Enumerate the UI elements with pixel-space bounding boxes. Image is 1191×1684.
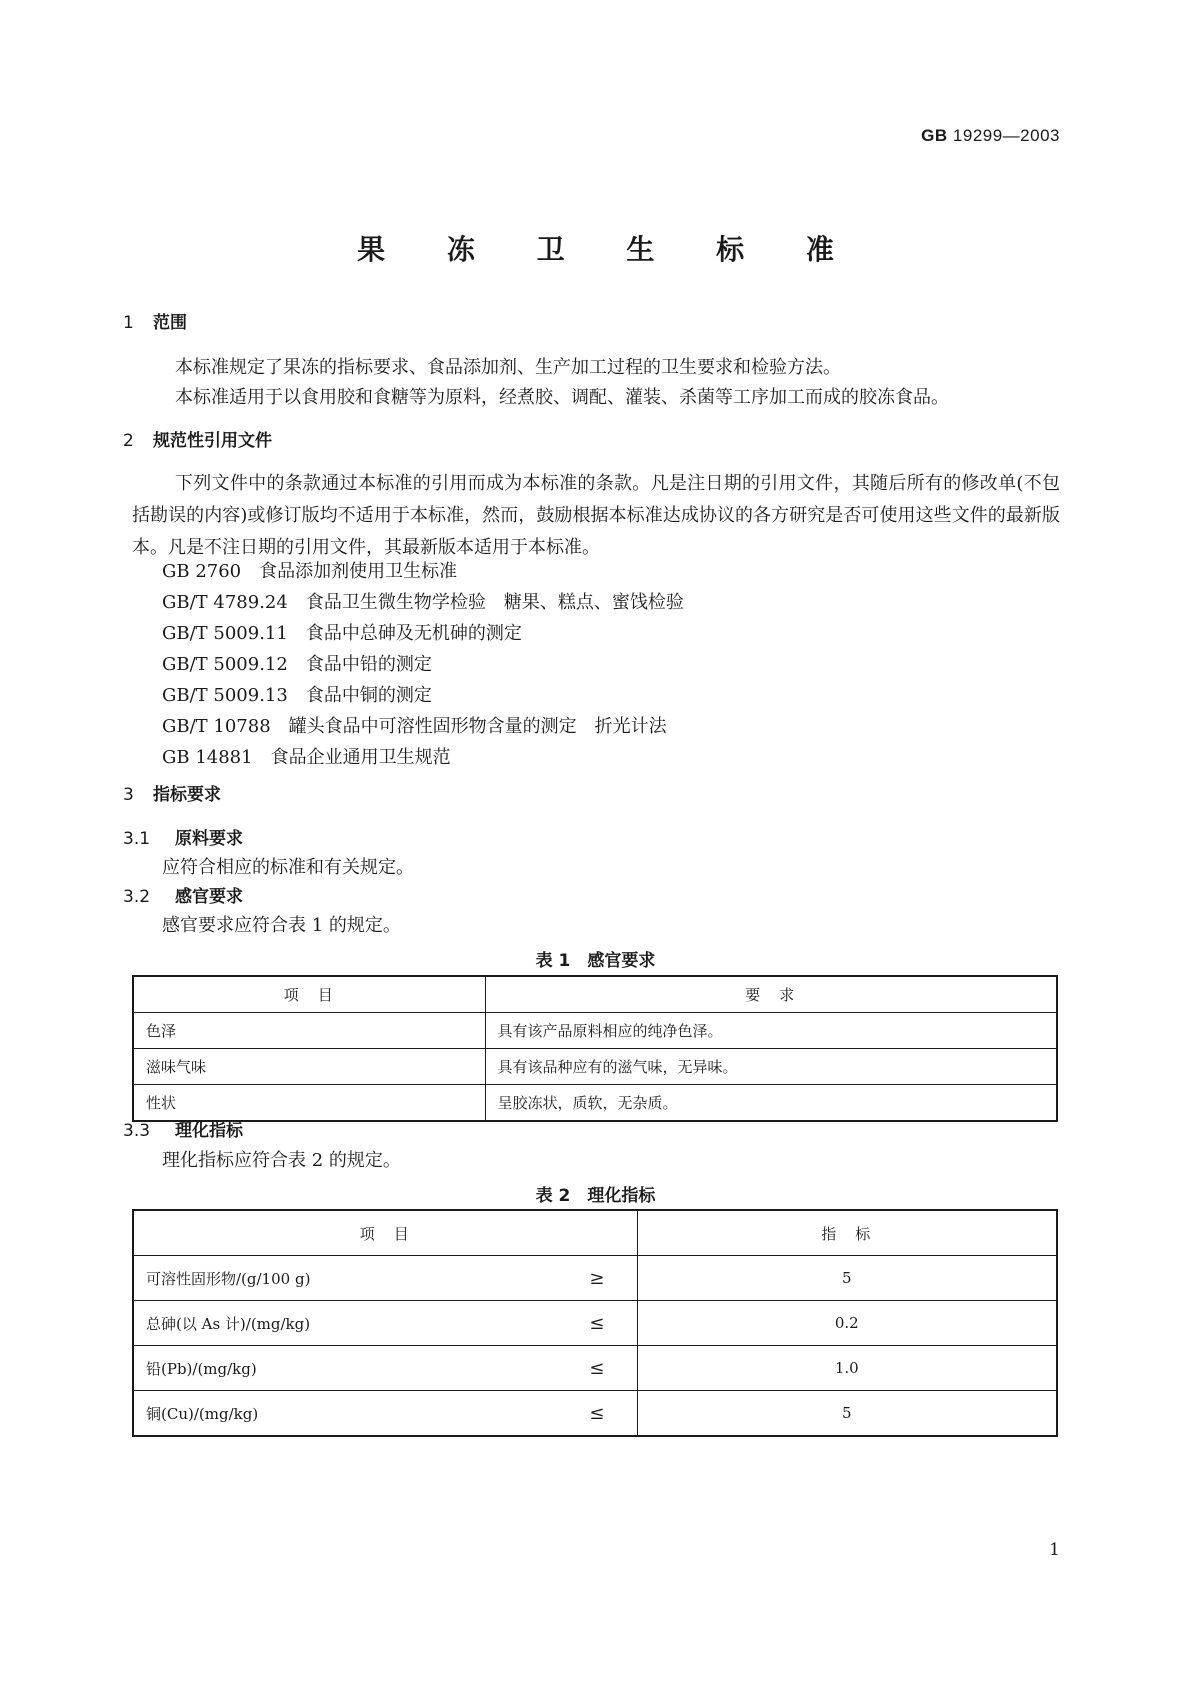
table-cell: 滋味气味 — [133, 1049, 485, 1085]
table-cell: 5 — [637, 1256, 1057, 1301]
section-1-paragraph-1: 本标准规定了果冻的指标要求、食品添加剂、生产加工过程的卫生要求和检验方法。 — [175, 357, 841, 378]
physicochemical-indicators-table — [132, 1209, 1058, 1437]
reference-item: GB/T 10788 罐头食品中可溶性固形物含量的测定 折光计法 — [162, 716, 667, 737]
section-title: 范围 — [153, 313, 187, 333]
item-label: 可溶性固形物/(g/100 g) — [146, 1269, 311, 1288]
section-number: 3 — [123, 785, 134, 805]
table-cell: 具有该产品原料相应的纯净色泽。 — [485, 1013, 1057, 1049]
table-row — [133, 1256, 1057, 1301]
table-cell — [133, 1391, 637, 1437]
page-number: 1 — [1049, 1540, 1060, 1560]
section-number: 3.2 — [123, 887, 151, 907]
sensory-requirements-table — [132, 975, 1058, 1122]
table-cell: 1.0 — [637, 1346, 1057, 1391]
table-cell — [133, 1301, 637, 1346]
table-header-row — [133, 976, 1057, 1013]
column-header: 指 标 — [637, 1210, 1057, 1256]
standard-code — [870, 126, 1060, 146]
table-cell: 色泽 — [133, 1013, 485, 1049]
table-1-caption: 表 1 感官要求 — [535, 951, 656, 971]
reference-item: GB 14881 食品企业通用卫生规范 — [162, 747, 451, 768]
section-3-2-heading — [123, 886, 243, 908]
table-cell: 呈胶冻状，质软，无杂质。 — [485, 1085, 1057, 1122]
table-cell: 具有该品种应有的滋气味，无异味。 — [485, 1049, 1057, 1085]
section-title: 指标要求 — [153, 785, 221, 805]
table-row — [133, 1085, 1057, 1122]
document-title: 果 冻 卫 生 标 准 — [357, 233, 860, 266]
table-row — [133, 1346, 1057, 1391]
reference-item: GB/T 5009.11 食品中总砷及无机砷的测定 — [162, 623, 522, 644]
item-label: 总砷(以 As 计)/(mg/kg) — [146, 1314, 311, 1333]
reference-item: GB/T 4789.24 食品卫生微生物学检验 糖果、糕点、蜜饯检验 — [162, 592, 684, 613]
reference-item: GB/T 5009.12 食品中铅的测定 — [162, 654, 432, 675]
comparison-operator: ≤ — [589, 1312, 605, 1334]
comparison-operator: ≥ — [589, 1267, 605, 1289]
table-cell — [133, 1346, 637, 1391]
section-3-1-text: 应符合相应的标准和有关规定。 — [162, 857, 414, 878]
table-row — [133, 1013, 1057, 1049]
section-2-paragraph: 下列文件中的条款通过本标准的引用而成为本标准的条款。凡是注日期的引用文件，其随后所有的修改单(不包括勘误的内容)或修订版均不适用于本标准，然而，鼓励根据本标准达成协议的各方研究是否可使用这些文件的最新版本。凡是不注日期的引用文件，其最新版本适用于本标准。 — [132, 473, 1060, 558]
table-cell — [133, 1256, 637, 1301]
section-1-heading — [123, 312, 187, 334]
reference-item: GB/T 5009.13 食品中铜的测定 — [162, 685, 432, 706]
section-3-1-heading — [123, 828, 243, 850]
section-number: 3.1 — [123, 829, 151, 849]
table-cell: 性状 — [133, 1085, 485, 1122]
reference-list — [162, 558, 1042, 775]
item-label: 铜(Cu)/(mg/kg) — [146, 1404, 259, 1423]
comparison-operator: ≤ — [589, 1357, 605, 1379]
table-row — [133, 1301, 1057, 1346]
column-header: 项 目 — [133, 976, 485, 1013]
reference-item: GB 2760 食品添加剂使用卫生标准 — [162, 561, 458, 582]
table-cell: 5 — [637, 1391, 1057, 1437]
section-title: 规范性引用文件 — [153, 431, 272, 451]
section-3-2-text: 感官要求应符合表 1 的规定。 — [162, 915, 401, 936]
section-2-heading — [123, 430, 272, 452]
section-number: 1 — [123, 313, 134, 333]
table-header-row — [133, 1210, 1057, 1256]
section-3-3-heading — [123, 1120, 243, 1142]
comparison-operator: ≤ — [589, 1402, 605, 1424]
table-cell: 0.2 — [637, 1301, 1057, 1346]
standard-prefix: GB — [921, 126, 948, 145]
section-1-paragraph-2: 本标准适用于以食用胶和食糖等为原料，经煮胶、调配、灌装、杀菌等工序加工而成的胶冻食品。 — [175, 387, 949, 408]
column-header: 项 目 — [133, 1210, 637, 1256]
section-number: 2 — [123, 431, 134, 451]
section-number: 3.3 — [123, 1121, 151, 1141]
table-row — [133, 1049, 1057, 1085]
column-header: 要 求 — [485, 976, 1057, 1013]
section-title: 理化指标 — [175, 1121, 243, 1141]
table-row — [133, 1391, 1057, 1437]
standard-number: 19299—2003 — [952, 126, 1060, 145]
section-title: 原料要求 — [175, 829, 243, 849]
section-3-heading — [123, 784, 221, 806]
section-title: 感官要求 — [175, 887, 243, 907]
item-label: 铅(Pb)/(mg/kg) — [146, 1359, 257, 1378]
table-2-caption: 表 2 理化指标 — [535, 1186, 656, 1206]
section-3-3-text: 理化指标应符合表 2 的规定。 — [162, 1150, 401, 1171]
